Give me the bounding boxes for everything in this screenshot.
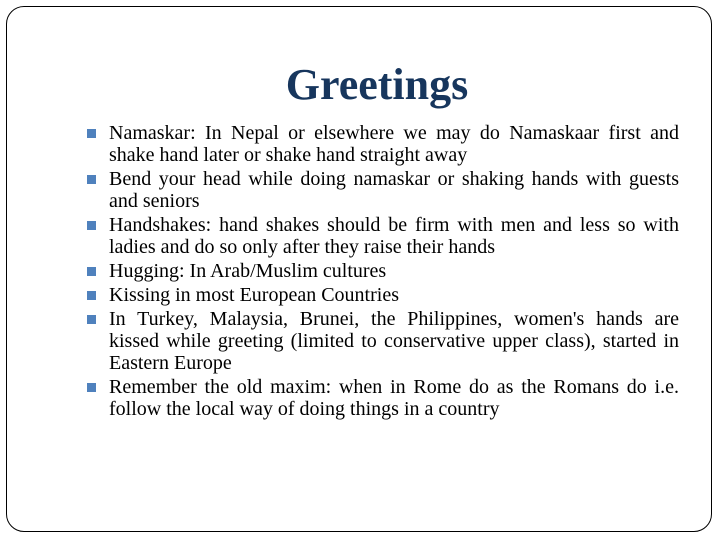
bullet-item-turkey (87, 308, 679, 374)
square-bullet-icon (87, 129, 96, 138)
bullet-item-rome (87, 376, 679, 420)
bullet-text: Bend your head while doing namaskar or shaking hands with guests and seniors (109, 168, 679, 212)
bullet-text: Remember the old maxim: when in Rome do as the Romans do i.e. follow the local way of doing things in a country (109, 376, 679, 420)
bullet-item-handshakes (87, 214, 679, 258)
bullet-item-hugging (87, 260, 679, 282)
square-bullet-icon (87, 315, 96, 324)
bullet-item-bend-head (87, 168, 679, 212)
bullet-item-namaskar (87, 122, 679, 166)
square-bullet-icon (87, 175, 96, 184)
square-bullet-icon (87, 221, 96, 230)
slide-frame (6, 6, 712, 532)
square-bullet-icon (87, 383, 96, 392)
square-bullet-icon (87, 291, 96, 300)
bullet-text: Kissing in most European Countries (109, 284, 399, 306)
bullet-item-kissing (87, 284, 679, 306)
bullet-text: Namaskar: In Nepal or elsewhere we may do Namaskaar first and shake hand later or shake hand straight away (109, 122, 679, 166)
bullet-text: Handshakes: hand shakes should be firm with men and less so with ladies and do so only after they raise their hands (109, 214, 679, 258)
bullet-list (87, 122, 679, 422)
slide-title: Greetings (285, 60, 469, 109)
bullet-text: Hugging: In Arab/Muslim cultures (109, 260, 387, 282)
square-bullet-icon (87, 267, 96, 276)
bullet-text: In Turkey, Malaysia, Brunei, the Philippines, women's hands are kissed while greeting (limited to conservative upper class), started in Eastern Europe (109, 308, 679, 374)
